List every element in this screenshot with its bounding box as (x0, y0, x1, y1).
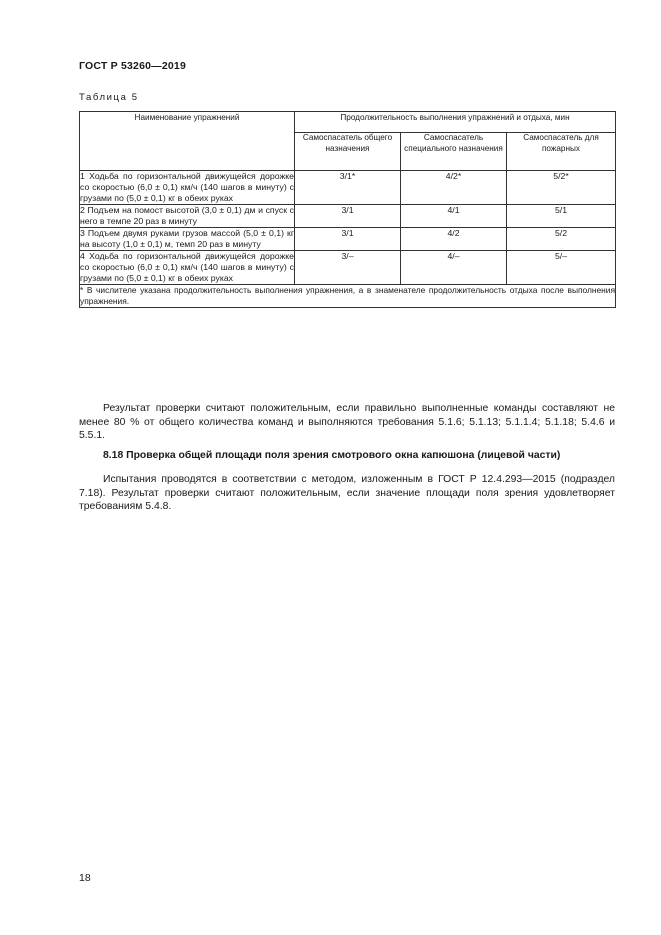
column-header-firefighters: Самоспасатель для пожарных (507, 133, 616, 171)
document-code: ГОСТ Р 53260—2019 (79, 60, 187, 72)
page-number: 18 (79, 872, 91, 884)
result-paragraph: Результат проверки считают положительным, если правильно выполненные команды составляют не менее 80 % от общего количества команд и выполняются требования 5.1.6; 5.1.13; 5.1.1.4; 5.1.18; 5.4.6 и 5.5.1. (79, 403, 615, 442)
duration-value: 5/2 (507, 228, 616, 251)
duration-value: 5/2* (507, 171, 616, 205)
duration-value: 5/– (507, 251, 616, 285)
duration-value: 4/2* (401, 171, 507, 205)
exercise-name: 2 Подъем на помост высотой (3,0 ± 0,1) дм и спуск с него в темпе 20 раз в минуту (80, 205, 294, 226)
table-row (80, 228, 616, 251)
duration-value: 5/1 (507, 205, 616, 228)
column-header-general-purpose: Самоспасатель общего назначения (295, 133, 401, 171)
duration-value: 4/1 (401, 205, 507, 228)
column-header-special-purpose: Самоспасатель специального назначения (401, 133, 507, 171)
column-group-header-duration: Продолжительность выполнения упражнений и отдыха, мин (295, 112, 616, 133)
duration-value: 4/– (401, 251, 507, 285)
duration-value: 3/1* (295, 171, 401, 205)
column-header-exercise-name: Наименование упражнений (80, 112, 295, 171)
exercise-name: 4 Ходьба по горизонтальной движущейся дорожке со скоростью (6,0 ± 0,1) км/ч (140 шагов в минуту) с грузами по (5,0 ± 0,1) кг в обеих руках (80, 251, 294, 283)
exercise-duration-table (79, 111, 616, 308)
section-heading: 8.18 Проверка общей площади поля зрения смотрового окна капюшона (лицевой части) (103, 450, 561, 461)
table-row (80, 205, 616, 228)
table-caption: Таблица 5 (79, 92, 139, 103)
table-row (80, 171, 616, 205)
duration-value: 3/– (295, 251, 401, 285)
test-method-paragraph: Испытания проводятся в соответствии с методом, изложенным в ГОСТ Р 12.4.293—2015 (подраздел 7.18). Результат проверки считают положительным, если значение площади поля зрения удовлетворяет требованиям 5.4.8. (79, 474, 615, 513)
table-footnote: * В числителе указана продолжительность выполнения упражнения, а в знаменателе продолжительность отдыха после выполнения упражнения. (80, 285, 615, 306)
table-row (80, 251, 616, 285)
duration-value: 3/1 (295, 228, 401, 251)
duration-value: 3/1 (295, 205, 401, 228)
exercise-name: 3 Подъем двумя руками грузов массой (5,0 ± 0,1) кг на высоту (1,0 ± 0,1) м, темп 20 раз в минуту (80, 228, 294, 249)
exercise-name: 1 Ходьба по горизонтальной движущейся дорожке со скоростью (6,0 ± 0,1) км/ч (140 шагов в минуту) с грузами по (5,0 ± 0,1) кг в обеих руках (80, 171, 294, 203)
duration-value: 4/2 (401, 228, 507, 251)
